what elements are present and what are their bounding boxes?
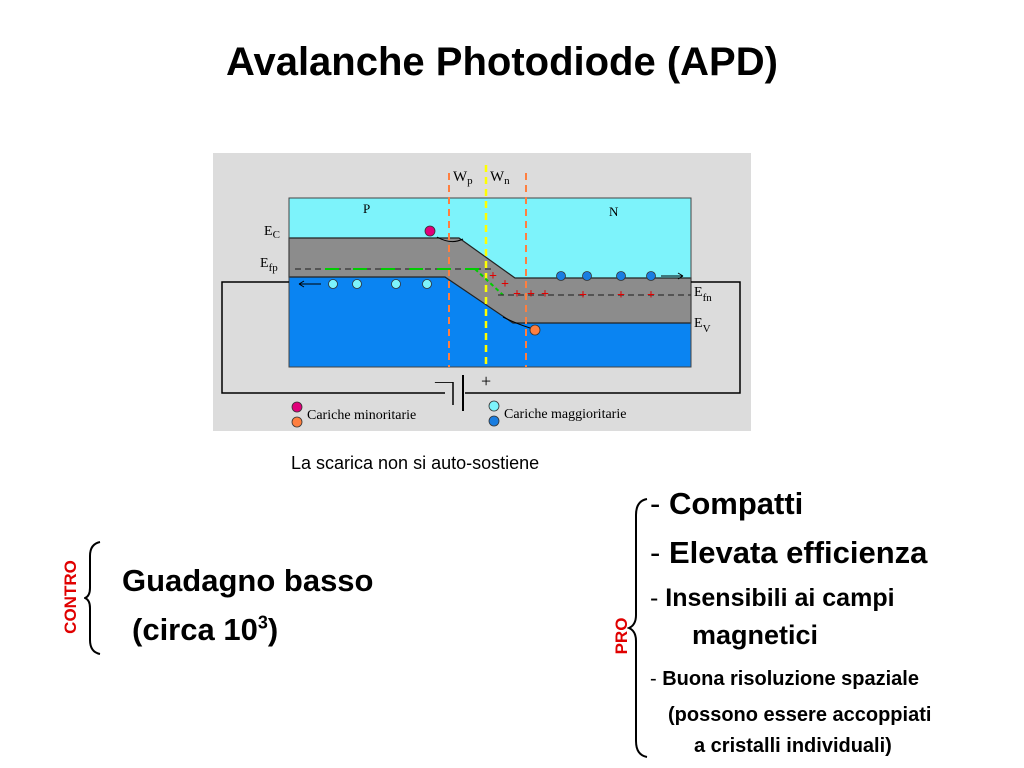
plus-charge: + <box>513 287 521 302</box>
n-region-label: N <box>609 204 619 219</box>
legend-majority-label: Cariche maggioritarie <box>504 407 627 422</box>
pro-label: PRO <box>612 617 631 655</box>
pro-item-risoluzione: - Buona risoluzione spaziale <box>650 668 919 690</box>
efn-label: $E_{fn}$ <box>694 285 712 304</box>
plus-charge: + <box>617 288 625 303</box>
majority-electron-1 <box>557 272 566 281</box>
legend-minority-hole-swatch <box>292 417 302 427</box>
plus-charge: + <box>579 288 587 303</box>
battery-plus-label: + <box>481 371 492 391</box>
ec-label: $E_C$ <box>264 224 280 241</box>
contro-brace <box>84 540 104 656</box>
majority-hole-4 <box>423 280 432 289</box>
plus-charge: + <box>647 288 655 303</box>
plus-charge: + <box>501 277 509 292</box>
plus-charge: + <box>527 287 535 302</box>
majority-electron-2 <box>583 272 592 281</box>
plus-charge: + <box>541 287 549 302</box>
legend-majority-electron-swatch <box>489 416 499 426</box>
pro-item-risoluzione-cont1: (possono essere accoppiati <box>668 704 932 726</box>
contro-label: CONTRO <box>61 560 80 634</box>
majority-hole-1 <box>329 280 338 289</box>
wp-label: $W_p$ <box>453 169 473 187</box>
pro-brace <box>627 497 651 759</box>
minority-hole <box>530 325 540 335</box>
plus-charge: + <box>489 269 497 284</box>
p-region-label: P <box>363 201 371 216</box>
pro-item-insensibili: - Insensibili ai campi <box>650 584 895 612</box>
legend-majority-hole-swatch <box>489 401 499 411</box>
slide-title: Avalanche Photodiode (APD) <box>226 40 778 84</box>
contro-gain-line1: Guadagno basso <box>122 563 374 598</box>
battery-minus-label: — <box>435 371 453 391</box>
efp-label: $E_{fp}$ <box>260 256 278 274</box>
apd-band-diagram <box>213 153 751 431</box>
majority-electron-4 <box>647 272 656 281</box>
pro-item-insensibili-cont: magnetici <box>692 620 819 650</box>
legend-minority-electron-swatch <box>292 402 302 412</box>
majority-hole-2 <box>353 280 362 289</box>
pro-item-risoluzione-cont2: a cristalli individuali) <box>694 735 892 757</box>
contro-gain-line2: (circa $10^3$) <box>132 612 279 647</box>
minority-electron <box>425 226 435 236</box>
pro-item-efficienza: - Elevata efficienza <box>650 535 928 570</box>
diagram-caption: La scarica non si auto-sostiene <box>291 453 540 473</box>
legend-minority-label: Cariche minoritarie <box>307 408 417 423</box>
ev-label: $E_V$ <box>694 316 711 335</box>
majority-hole-3 <box>392 280 401 289</box>
pro-item-compatti: - Compatti <box>650 486 804 521</box>
wn-label: $W_n$ <box>490 169 510 187</box>
majority-electron-3 <box>617 272 626 281</box>
